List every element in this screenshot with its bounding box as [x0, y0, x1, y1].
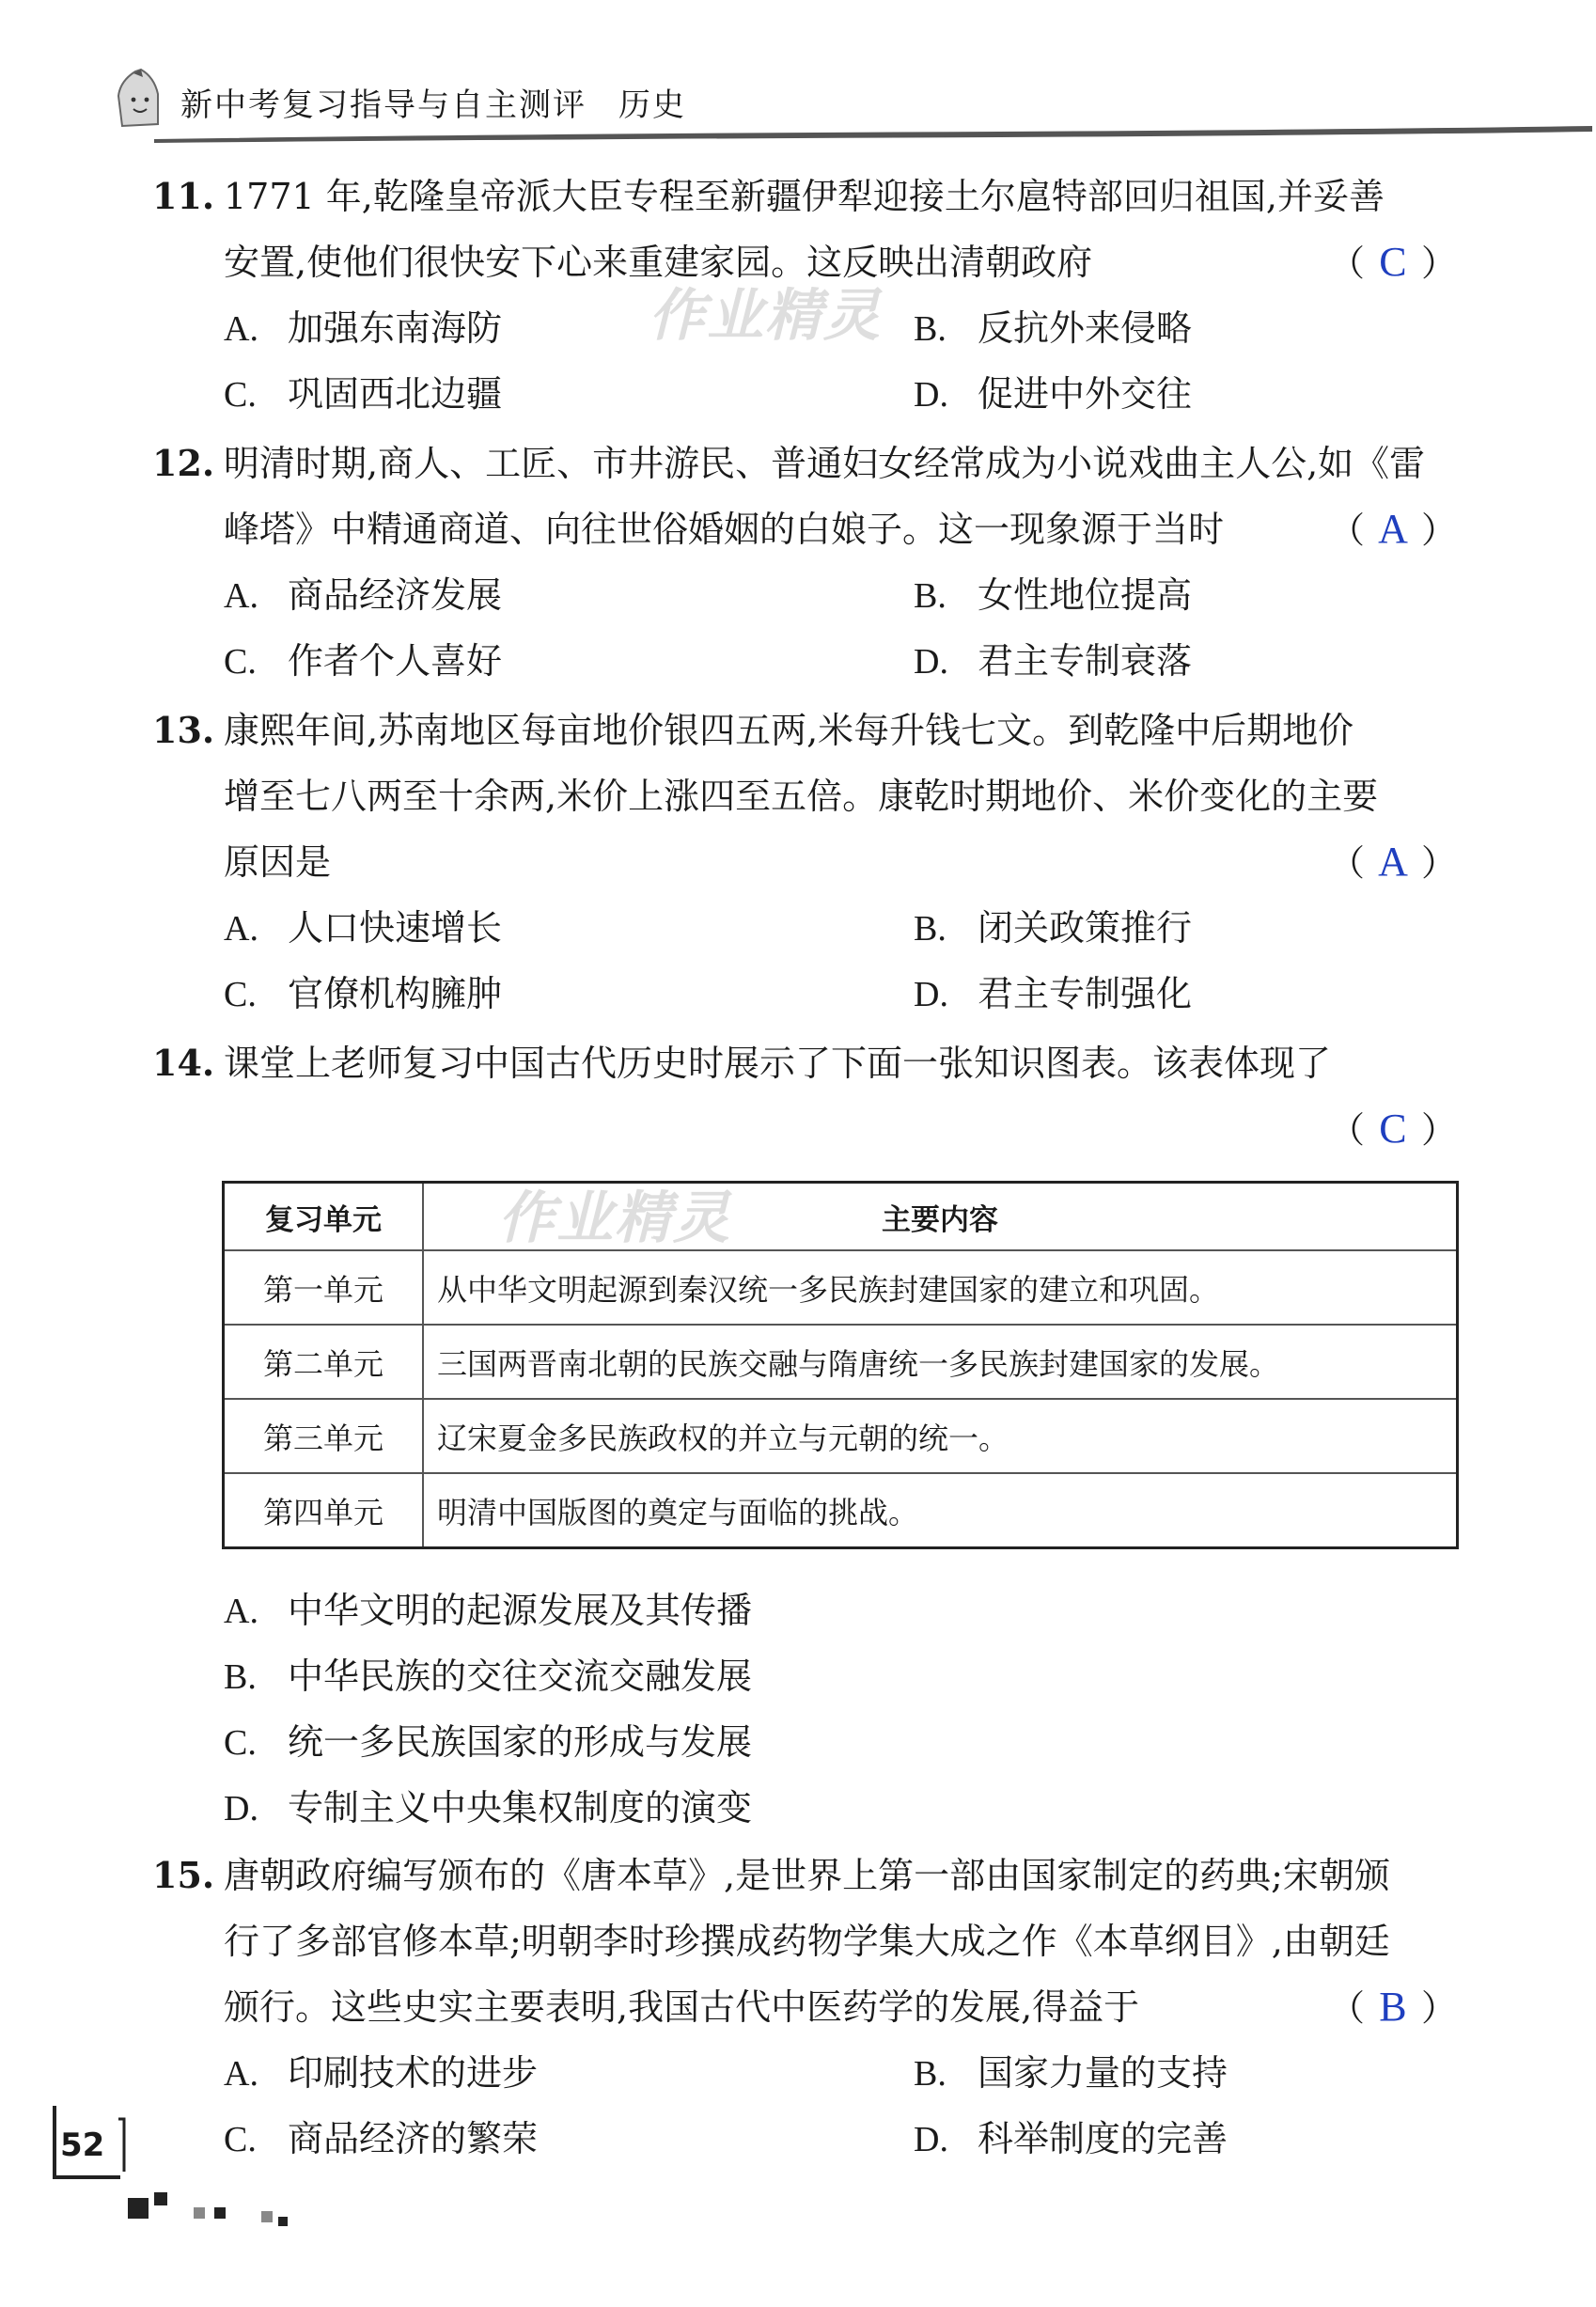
answer-letter: A [1378, 839, 1408, 885]
question-stem-line: 峰塔》中精通商道、向往世俗婚姻的白娘子。这一现象源于当时 [224, 509, 1225, 550]
question-number: 11. [152, 175, 215, 217]
table-cell: 第二单元 [224, 1325, 424, 1399]
table-header-cell: 主要内容 [423, 1183, 1458, 1251]
answer-letter: B [1379, 1984, 1407, 2030]
option-d: D. 君主专制衰落 [914, 640, 1193, 682]
option-d: D. 促进中外交往 [914, 373, 1193, 415]
table-header-cell: 复习单元 [224, 1183, 424, 1251]
answer-letter: C [1379, 1106, 1407, 1152]
answer-bracket: （ A ） [1328, 839, 1457, 885]
option-a: A. 商品经济发展 [224, 574, 503, 616]
table-cell: 第三单元 [224, 1399, 424, 1473]
question-stem-line: 课堂上老师复习中国古代历史时展示了下面一张知识图表。该表体现了 [224, 1043, 1332, 1084]
question-stem-line: 明清时期,商人、工匠、市井游民、普通妇女经常成为小说戏曲主人公,如《雷 [224, 443, 1426, 484]
option-a: A. 人口快速增长 [224, 907, 503, 949]
table-cell: 三国两晋南北朝的民族交融与隋唐统一多民族封建国家的发展。 [423, 1325, 1458, 1399]
table-cell: 第四单元 [224, 1473, 424, 1548]
option-d: D. 科举制度的完善 [914, 2118, 1228, 2159]
option-b: B. 国家力量的支持 [914, 2052, 1228, 2094]
table-cell: 明清中国版图的奠定与面临的挑战。 [423, 1473, 1458, 1548]
answer-bracket: （ B ） [1328, 1984, 1457, 2030]
watermark: 作业精灵 [498, 1185, 731, 1251]
option-b: B. 反抗外来侵略 [914, 307, 1193, 349]
page-header [113, 68, 1596, 152]
option-d: D. 专制主义中央集权制度的演变 [224, 1787, 753, 1828]
answer-letter: C [1379, 239, 1407, 285]
table-cell: 辽宋夏金多民族政权的并立与元朝的统一。 [423, 1399, 1458, 1473]
option-b: B. 女性地位提高 [914, 574, 1193, 616]
option-a: A. 加强东南海防 [224, 307, 503, 349]
answer-letter: A [1378, 506, 1408, 552]
table-cell: 第一单元 [224, 1250, 424, 1325]
question-stem-line: 康熙年间,苏南地区每亩地价银四五两,米每升钱七文。到乾隆中后期地价 [224, 710, 1354, 751]
question-stem-line: 增至七八两至十余两,米价上涨四至五倍。康乾时期地价、米价变化的主要 [224, 776, 1379, 817]
review-table [222, 1181, 1459, 1549]
question-number: 15. [152, 1854, 215, 1896]
table-cell: 从中华文明起源到秦汉统一多民族封建国家的建立和巩固。 [423, 1250, 1458, 1325]
question-stem-line: 唐朝政府编写颁布的《唐本草》,是世界上第一部由国家制定的药典;宋朝颁 [224, 1855, 1390, 1896]
option-b: B. 闭关政策推行 [914, 907, 1193, 949]
header-rule [154, 124, 1592, 147]
table-row [224, 1325, 1458, 1399]
option-c: C. 统一多民族国家的形成与发展 [224, 1721, 753, 1763]
answer-bracket: （ C ） [1328, 1106, 1457, 1152]
option-a: A. 中华文明的起源发展及其传播 [224, 1590, 753, 1631]
page-number: 52 [60, 2127, 105, 2164]
option-b: B. 中华民族的交往交流交融发展 [224, 1656, 753, 1697]
question-stem-line: 安置,使他们很快安下心来重建家园。这反映出清朝政府 [224, 242, 1093, 283]
header-title [180, 79, 686, 125]
watermark: 作业精灵 [649, 283, 882, 349]
question-number: 12. [152, 442, 215, 484]
option-d: D. 君主专制强化 [914, 973, 1193, 1014]
question-stem-line: 颁行。这些史实主要表明,我国古代中医药学的发展,得益于 [224, 1986, 1140, 2028]
question-number: 13. [152, 709, 215, 751]
subject-label: 历史 [618, 86, 686, 124]
table-row [224, 1399, 1458, 1473]
option-c: C. 官僚机构臃肿 [224, 973, 503, 1014]
table-row [224, 1473, 1458, 1548]
question-stem-line: 原因是 [224, 841, 332, 883]
answer-bracket: （ A ） [1328, 506, 1457, 552]
question-stem-line: 1771 年,乾隆皇帝派大臣专程至新疆伊犁迎接土尔扈特部回归祖国,并妥善 [224, 176, 1385, 217]
table-row [224, 1250, 1458, 1325]
question-stem-line: 行了多部官修本草;明朝李时珍撰成药物学集大成之作《本草纲目》,由朝廷 [224, 1921, 1390, 1962]
option-c: C. 巩固西北边疆 [224, 373, 503, 415]
option-a: A. 印刷技术的进步 [224, 2052, 539, 2094]
book-title: 新中考复习指导与自主测评 [180, 86, 587, 124]
table-header-row [224, 1183, 1458, 1251]
option-c: C. 商品经济的繁荣 [224, 2118, 539, 2159]
option-c: C. 作者个人喜好 [224, 640, 503, 682]
question-number: 14. [152, 1042, 215, 1084]
answer-bracket: （ C ） [1328, 239, 1457, 285]
